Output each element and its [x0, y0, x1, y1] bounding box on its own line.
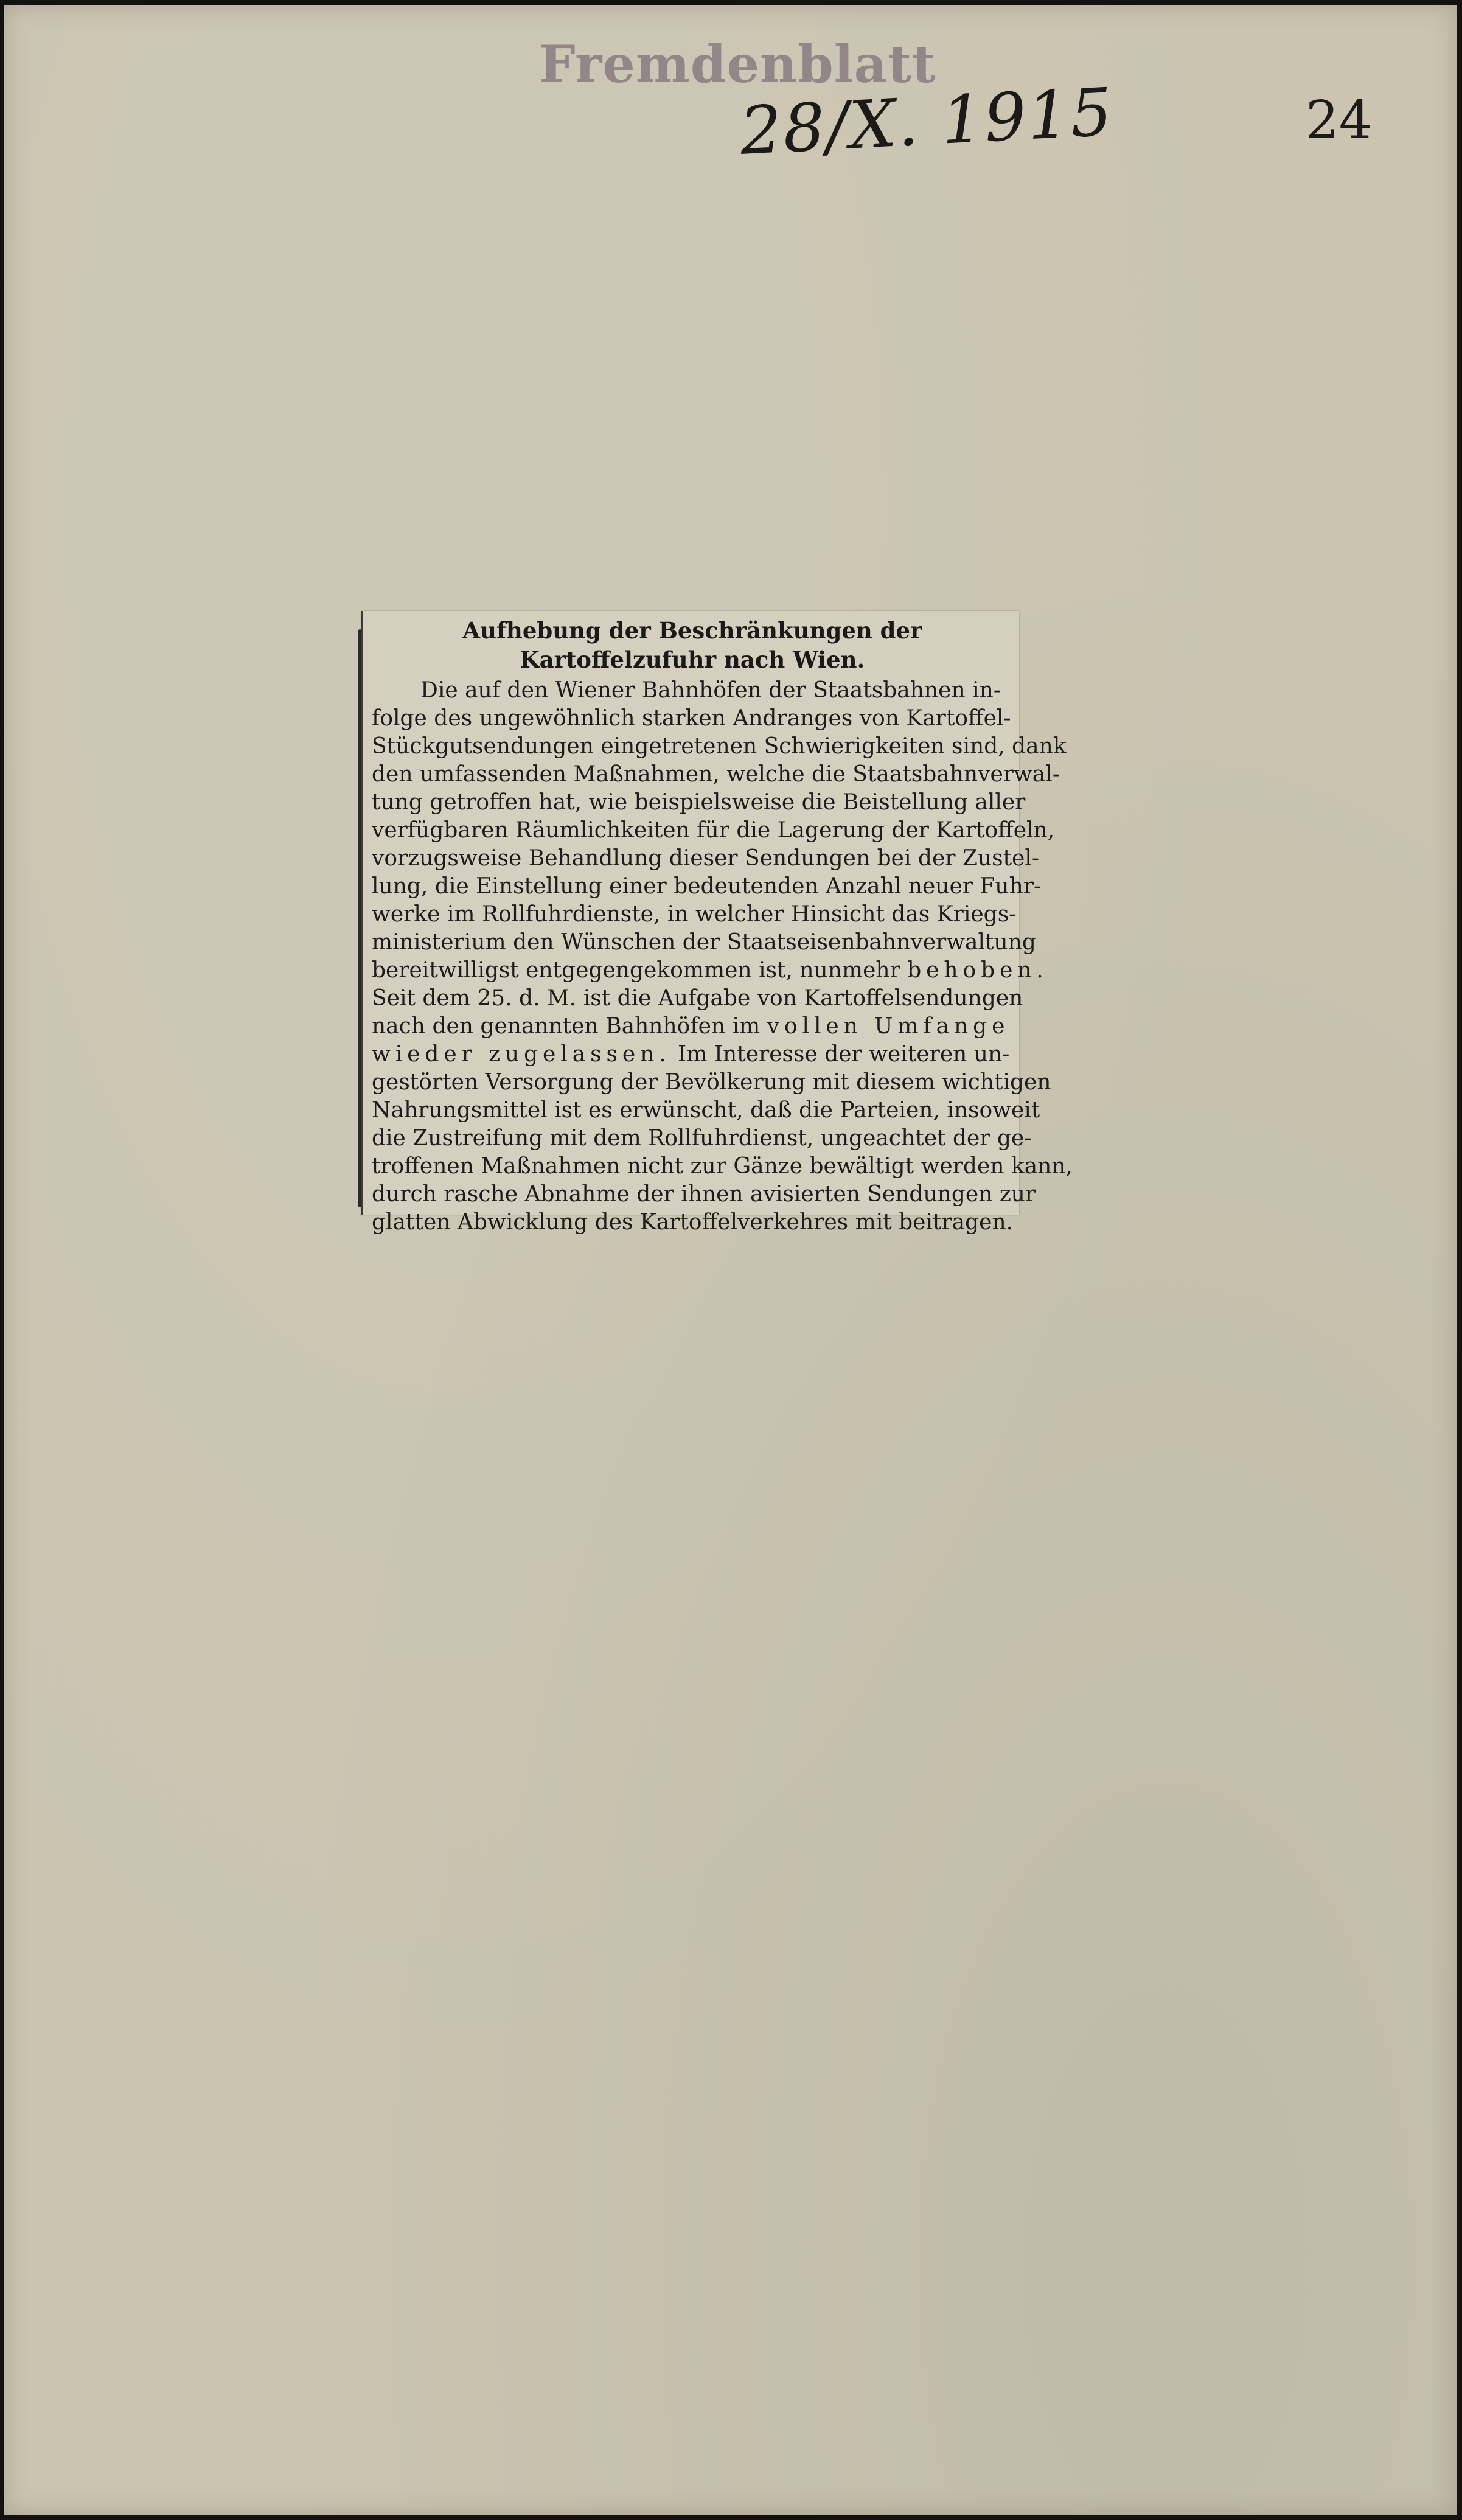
- clipping-headline: Aufhebung der Beschränkungen der Kartoffelzufuhr nach Wien.: [462, 617, 922, 673]
- spaced-emphasis: wieder zugelassen.: [372, 1042, 671, 1067]
- text-line: vorzugsweise Behandlung dieser Sendungen bei der Zustel-: [372, 846, 1040, 871]
- text-segment: bereitwilligst entgegengekommen ist, nunmehr: [372, 958, 900, 983]
- page-number: 24: [1306, 90, 1373, 151]
- text-line: den umfassenden Maßnahmen, welche die Staatsbahnverwal-: [372, 762, 1060, 787]
- text-line: werke im Rollfuhrdienste, in welcher Hinsicht das Kriegs-: [372, 902, 1017, 927]
- clipping-body: [372, 677, 1073, 1237]
- clipping-margin-mark: [358, 629, 361, 1207]
- text-line: gestörten Versorgung der Bevölkerung mit diesem wichtigen: [372, 1070, 1051, 1095]
- text-line: folge des ungewöhnlich starken Andranges von Kartoffel-: [372, 706, 1011, 731]
- text-line: [372, 957, 1048, 985]
- text-line: ministerium den Wünschen der Staatseisenbahnverwaltung: [372, 930, 1036, 955]
- text-segment: nach den genannten Bahnhöfen im: [372, 1014, 761, 1039]
- text-segment: Im Interesse der weiteren un-: [678, 1042, 1010, 1067]
- spaced-emphasis: vollen Umfange: [767, 1014, 1010, 1039]
- text-line: lung, die Einstellung einer bedeutenden Anzahl neuer Fuhr-: [372, 874, 1042, 899]
- newspaper-clipping: [361, 611, 1073, 1235]
- text-line: [372, 1013, 1011, 1041]
- text-line: glatten Abwicklung des Kartoffelverkehres mit beitragen.: [372, 1210, 1014, 1235]
- text-line: tung getroffen hat, wie beispielsweise die Beistellung aller: [372, 790, 1026, 815]
- newspaper-stamp: Fremdenblatt: [539, 34, 936, 94]
- text-line: durch rasche Abnahme der ihnen avisierten Sendungen zur: [372, 1182, 1036, 1207]
- text-line: Nahrungsmittel ist es erwünscht, daß die Parteien, insoweit: [372, 1098, 1040, 1123]
- text-line: Stückgutsendungen eingetretenen Schwierigkeiten sind, dank: [372, 734, 1067, 759]
- text-line: Seit dem 25. d. M. ist die Aufgabe von Kartoffelsendungen: [372, 986, 1023, 1011]
- text-line: die Zustreifung mit dem Rollfuhrdienst, ungeachtet der ge-: [372, 1126, 1032, 1151]
- text-line: verfügbaren Räumlichkeiten für die Lagerung der Kartoffeln,: [372, 818, 1055, 843]
- handwritten-date: 28/X. 1915: [738, 74, 1116, 170]
- spaced-emphasis: behoben.: [907, 958, 1048, 983]
- document-page: [4, 5, 1457, 2515]
- text-line: [372, 1041, 1011, 1069]
- text-line: Die auf den Wiener Bahnhöfen der Staatsbahnen in-: [420, 678, 1001, 703]
- text-line: troffenen Maßnahmen nicht zur Gänze bewältigt werden kann,: [372, 1154, 1073, 1179]
